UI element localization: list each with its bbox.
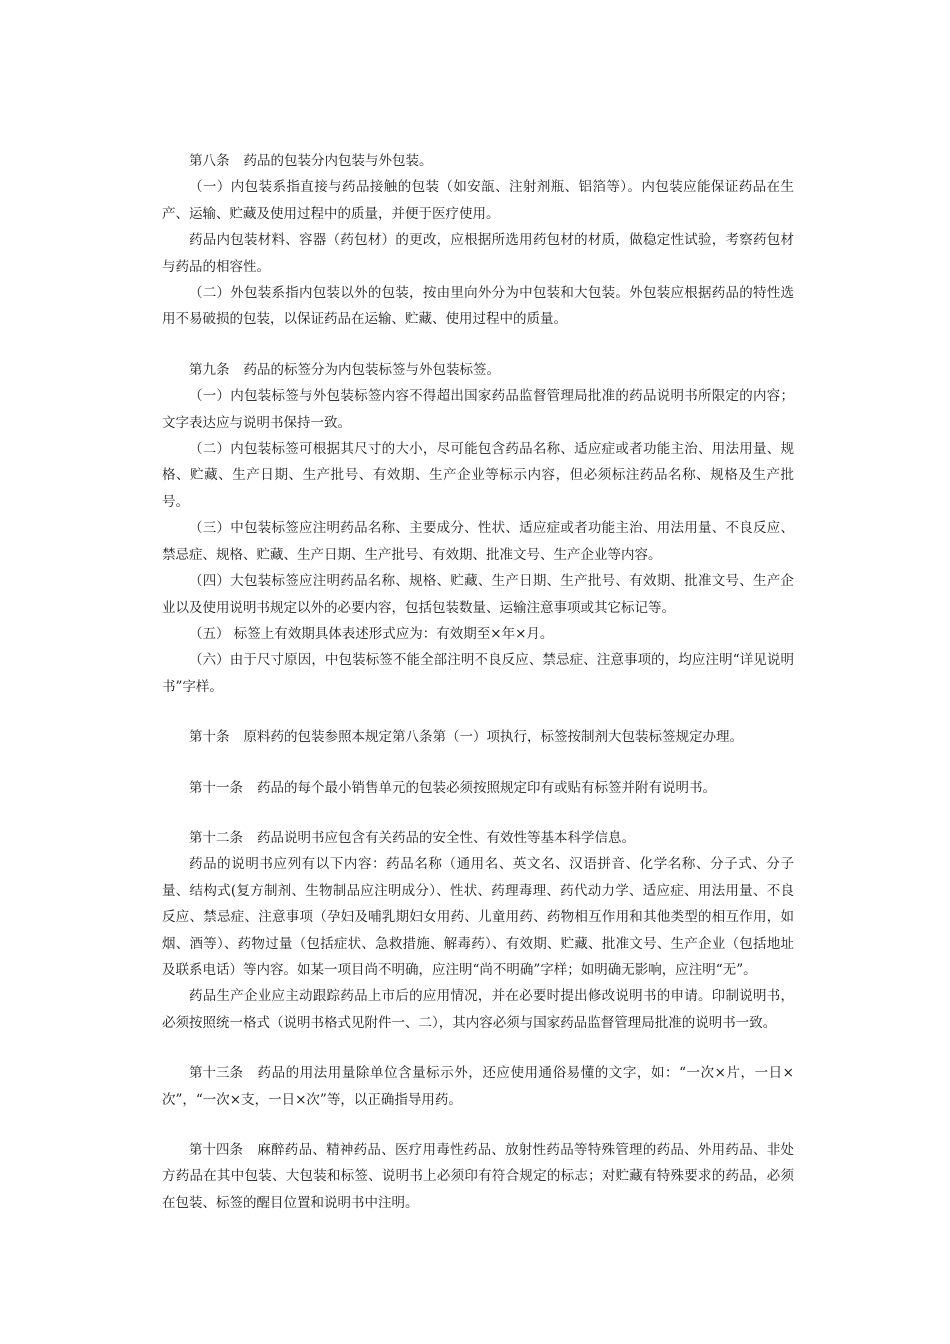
article-section [162,825,794,1036]
article-paragraph: （二）外包装系指内包装以外的包装，按由里向外分为中包装和大包装。外包装应根据药品的特性选用不易破损的包装，以保证药品在运输、贮藏、使用过程中的质量。 [162,285,794,328]
article-heading [162,775,794,801]
article-section [162,357,794,700]
article-number: 第十四条 [189,1142,243,1158]
article-section [162,148,794,333]
article-heading [162,1137,794,1216]
article-paragraph: （五） 标签上有效期具体表述形式应为：有效期至×年×月。 [189,625,554,642]
article-number: 第九条 [189,361,230,378]
article-number: 第十二条 [189,829,243,846]
article-title: 药品说明书应包含有关药品的安全性、有效性等基本科学信息。 [257,829,635,846]
article-title: 麻醉药品、精神药品、医疗用毒性药品、放射性药品等特殊管理的药品、外用药品、非处方药品在其中包装、大包装和标签、说明书上必须印有符合规定的标志；对贮藏有特殊要求的药品，必须在包装、标签的醒目位置和说明书中注明。 [162,1142,794,1211]
article-paragraph: （一）内包装标签与外包装标签内容不得超出国家药品监督管理局批准的药品说明书所限定的内容；文字表达应与说明书保持一致。 [162,388,794,431]
article-title: 原料药的包装参照本规定第八条第（一）项执行，标签按制剂大包装标签规定办理。 [243,729,743,746]
article-number: 第十条 [189,729,230,746]
article-title: 药品的包装分内包装与外包装。 [243,153,433,169]
article-section [162,1060,794,1113]
article-paragraph: 药品内包装材料、容器（药包材）的更改，应根据所选用药包材的材质，做稳定性试验，考察药包材与药品的相容性。 [162,232,794,275]
article-title: 药品的标签分为内包装标签与外包装标签。 [243,361,500,378]
article-paragraph: （二）内包装标签可根据其尺寸的大小，尽可能包含药品名称、适应症或者功能主治、用法用量、规格、贮藏、生产日期、生产批号、有效期、生产企业等标示内容，但必须标注药品名称、规格及生产批号。 [162,441,794,510]
article-paragraph: （六）由于尺寸原因，中包装标签不能全部注明不良反应、禁忌症、注意事项的，均应注明“详见说明书”字样。 [162,652,794,695]
article-section [162,775,794,801]
article-number: 第八条 [189,153,230,169]
article-heading [162,724,794,750]
article-paragraph: 药品的说明书应列有以下内容：药品名称（通用名、英文名、汉语拼音、化学名称、分子式、分子量、结构式(复方制剂、生物制品应注明成分）、性状、药理毒理、药代动力学、适应症、用法用量、不良反应、禁忌症、注意事项（孕妇及哺乳期妇女用药、儿童用药、药物相互作用和其他类型的相互作用，如烟、酒等）、药物过量（包括症状、急救措施、解毒药）、有效期、贮藏、批准文号、生产企业（包括地址及联系电话）等内容。如某一项目尚不明确，应注明“尚不明确”字样；如明确无影响，应注明“无”。 [162,856,794,978]
article-paragraph: （三）中包装标签应注明药品名称、主要成分、性状、适应症或者功能主治、用法用量、不良反应、禁忌症、规格、贮藏、生产日期、生产批号、有效期、批准文号、生产企业等内容。 [162,520,794,563]
article-heading [162,1060,794,1113]
article-title: 药品的每个最小销售单元的包装必须按照规定印有或贴有标签并附有说明书。 [257,779,716,796]
article-paragraph: （一）内包装系指直接与药品接触的包装（如安瓿、注射剂瓶、铝箔等）。内包装应能保证药品在生产、运输、贮藏及使用过程中的质量，并便于医疗使用。 [162,179,794,222]
article-title: 药品的用法用量除单位含量标示外，还应使用通俗易懂的文字，如：“一次×片，一日×次”，“一次×支，一日×次”等，以正确指导用药。 [162,1065,794,1108]
article-heading [162,148,794,174]
article-heading [162,825,794,851]
document-page [162,148,794,1240]
article-section [162,724,794,750]
article-paragraph: 药品生产企业应主动跟踪药品上市后的应用情况，并在必要时提出修改说明书的申请。印制说明书，必须按照统一格式（说明书格式见附件一、二），其内容必须与国家药品监督管理局批准的说明书一致。 [162,988,794,1031]
article-section [162,1137,794,1216]
article-paragraph: （四）大包装标签应注明药品名称、规格、贮藏、生产日期、生产批号、有效期、批准文号、生产企业以及使用说明书规定以外的必要内容，包括包装数量、运输注意事项或其它标记等。 [162,573,794,616]
article-heading [162,357,794,383]
article-number: 第十一条 [189,779,243,796]
article-number: 第十三条 [189,1065,243,1082]
